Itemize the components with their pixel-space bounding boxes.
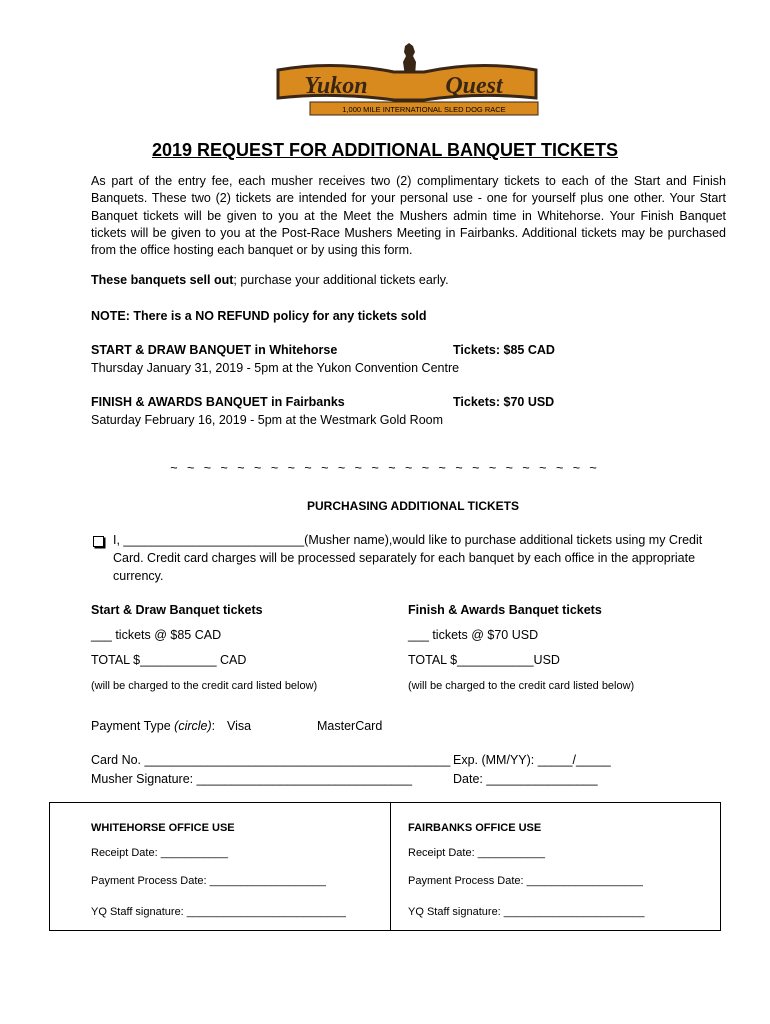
finish-charge-note: (will be charged to the credit card listed below) xyxy=(408,680,635,692)
musher-signature-field[interactable]: Musher Signature: _______________________________ xyxy=(91,772,413,786)
date-field[interactable]: Date: ________________ xyxy=(453,772,598,786)
purchase-checkbox[interactable] xyxy=(93,536,104,547)
purchase-line-3: currency. xyxy=(113,569,164,583)
whitehorse-office-heading: WHITEHORSE OFFICE USE xyxy=(91,822,235,834)
finish-banquet-details: Saturday February 16, 2019 - 5pm at the Westmark Gold Room xyxy=(91,413,444,427)
whitehorse-payment-date[interactable]: Payment Process Date: ___________________ xyxy=(91,875,326,887)
whitehorse-receipt-date[interactable]: Receipt Date: ___________ xyxy=(91,847,228,859)
payment-type-circle-hint: (circle) xyxy=(174,719,212,733)
fairbanks-staff-signature[interactable]: YQ Staff signature: _______________________ xyxy=(408,906,645,918)
card-number-field[interactable]: Card No. ____________________________________________ xyxy=(91,753,451,767)
sellout-bold: These banquets sell out xyxy=(91,273,234,287)
payment-type-colon: : xyxy=(211,719,216,733)
start-tickets-qty[interactable]: ___ tickets @ $85 CAD xyxy=(91,628,222,642)
payment-type-label xyxy=(91,718,215,735)
start-banquet-name: START & DRAW BANQUET in Whitehorse xyxy=(91,343,338,357)
fairbanks-receipt-date[interactable]: Receipt Date: ___________ xyxy=(408,847,545,859)
sellout-rest: ; purchase your additional tickets early. xyxy=(233,273,449,287)
finish-tickets-qty[interactable]: ___ tickets @ $70 USD xyxy=(408,628,539,642)
start-tickets-total[interactable]: TOTAL $___________ CAD xyxy=(91,653,247,667)
purchase-line-2: Card. Credit card charges will be processed separately for each banquet by each office in the appropriate xyxy=(113,551,696,565)
start-tickets-heading: Start & Draw Banquet tickets xyxy=(91,603,263,617)
payment-option-mastercard[interactable]: MasterCard xyxy=(317,719,383,733)
purchase-line-1: I, __________________________(Musher name),would like to purchase additional tickets using my Credit xyxy=(113,533,703,547)
tilde-separator: ~ ~ ~ ~ ~ ~ ~ ~ ~ ~ ~ ~ ~ ~ ~ ~ ~ ~ ~ ~ ~ ~ ~ ~ ~ ~ xyxy=(170,461,600,475)
logo-wordmark-right: Quest xyxy=(445,73,503,99)
logo-wordmark-left: Yukon xyxy=(304,73,368,99)
sellout-notice xyxy=(91,272,449,289)
finish-banquet-name: FINISH & AWARDS BANQUET in Fairbanks xyxy=(91,395,345,409)
fairbanks-payment-date[interactable]: Payment Process Date: ___________________ xyxy=(408,875,643,887)
logo-tagline: 1,000 MILE INTERNATIONAL SLED DOG RACE xyxy=(342,105,506,114)
finish-banquet-price: Tickets: $70 USD xyxy=(453,395,555,409)
intro-paragraph: As part of the entry fee, each musher receives two (2) complimentary tickets to each of the Start and Finish Banquets. These two (2) tickets are intended for your personal use - one for yourself plus one other. Your Start Banquet tickets will be given to you at the Meet the Mushers admin time in Whitehorse. Your Finish Banquet tickets will be given to you at the Post-Race Mushers Meeting in Fairbanks. Additional tickets may be purchased from the office hosting each banquet or by using this form. xyxy=(91,174,726,258)
page-title: 2019 REQUEST FOR ADDITIONAL BANQUET TICKETS xyxy=(151,140,619,160)
finish-tickets-total[interactable]: TOTAL $___________USD xyxy=(408,653,560,667)
logo-graphic xyxy=(274,42,540,118)
start-charge-note: (will be charged to the credit card listed below) xyxy=(91,680,318,692)
expiry-field[interactable]: Exp. (MM/YY): _____/_____ xyxy=(453,753,611,767)
yukon-quest-logo xyxy=(274,42,540,118)
fairbanks-office-heading: FAIRBANKS OFFICE USE xyxy=(408,822,542,834)
whitehorse-staff-signature[interactable]: YQ Staff signature: __________________________ xyxy=(91,906,346,918)
payment-type-text: Payment Type xyxy=(91,719,175,733)
office-use-divider xyxy=(390,802,391,931)
no-refund-note: NOTE: There is a NO REFUND policy for any tickets sold xyxy=(91,309,427,323)
start-banquet-price: Tickets: $85 CAD xyxy=(453,343,555,357)
payment-option-visa[interactable]: Visa xyxy=(227,719,252,733)
finish-tickets-heading: Finish & Awards Banquet tickets xyxy=(408,603,602,617)
purchasing-heading: PURCHASING ADDITIONAL TICKETS xyxy=(307,499,520,513)
start-banquet-details: Thursday January 31, 2019 - 5pm at the Yukon Convention Centre xyxy=(91,361,460,375)
